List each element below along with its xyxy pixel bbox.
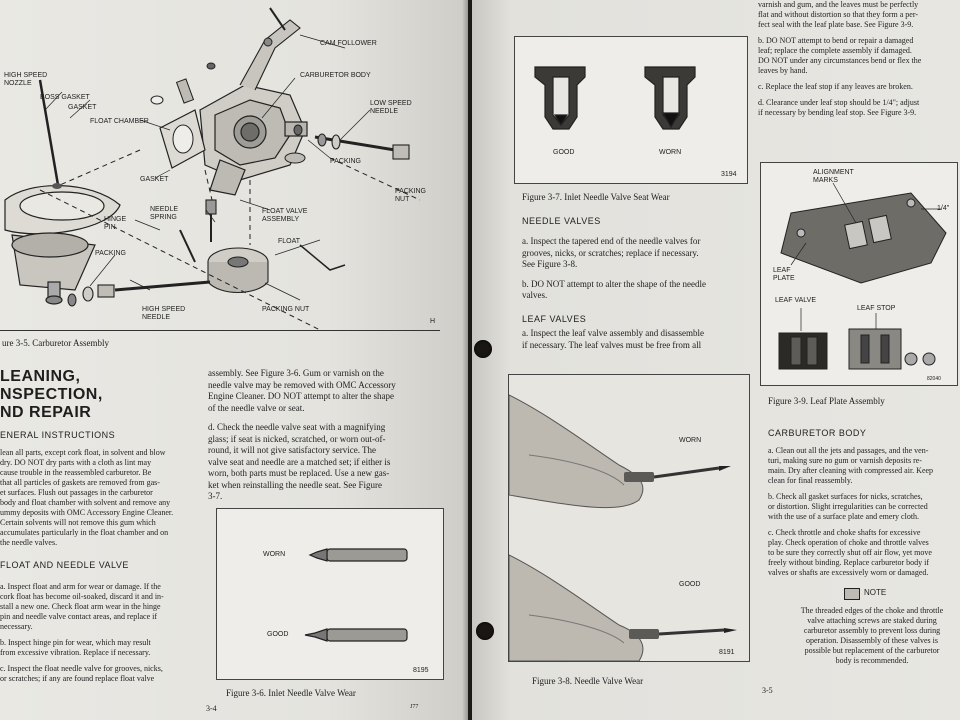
text-line: cork float has become oil-soaked, discard it and in- [0, 592, 164, 601]
figure-code: 82040 [927, 376, 941, 382]
text-line: ummy deposits with OMC Accessory Engine Cleaner. [0, 508, 174, 517]
text-line: grooves, nicks, or scratches; replace if necessary. [522, 247, 699, 258]
label-packing-nut-bottom: PACKING NUT [262, 306, 310, 313]
heading-line-1: LEANING, [0, 368, 81, 385]
label-worn: WORN [679, 437, 702, 444]
general-instructions-text [0, 448, 200, 548]
binding-hole [476, 622, 494, 640]
text-line: turi, making sure no gum or varnish deposits re- [768, 456, 922, 465]
text-line: c. Replace the leaf stop if any leaves are broken. [758, 82, 913, 91]
label-alignment-marks: ALIGNMENT MARKS [813, 169, 854, 184]
label-leaf-plate: LEAF PLATE [773, 267, 795, 282]
float-needle-valve-text [0, 582, 200, 684]
label-needle-spring: NEEDLE SPRING [150, 206, 179, 221]
text-line: body and float chamber with solvent and remove any [0, 498, 171, 507]
label-carburetor-body: CARBURETOR BODY [300, 72, 371, 79]
text-line: valve attaching screws are staked during [807, 616, 937, 625]
text-line: leaves by hand. [758, 66, 808, 75]
text-line: play. Check operation of choke and throttle valves [768, 538, 929, 547]
section-heading [0, 368, 103, 422]
note-icon [844, 588, 860, 600]
figure-3-8-caption: Figure 3-8. Needle Valve Wear [532, 676, 644, 686]
note-text [784, 606, 960, 666]
text-line: pin and needle valve contact areas, and replace if [0, 612, 158, 621]
figure-3-7-caption: Figure 3-7. Inlet Needle Valve Seat Wear [522, 192, 670, 202]
text-line: 3-7. [208, 491, 223, 501]
figure-3-9 [760, 162, 958, 386]
text-line: a. Clean out all the jets and passages, and the ven- [768, 446, 929, 455]
binding-hole [474, 340, 492, 358]
text-line: dry. DO NOT dry parts with a cloth as lint may [0, 458, 152, 467]
text-line: main. Dry after cleaning with compressed air. Keep [768, 466, 934, 475]
text-line: a. Inspect float and arm for wear or damage. If the [0, 582, 161, 591]
label-packing-right: PACKING [330, 158, 361, 165]
carburetor-body-title: CARBURETOR BODY [768, 428, 867, 438]
figure-3-8 [508, 374, 750, 662]
text-line: accumulates particularly in the float chamber and on [0, 528, 169, 537]
figure-code: 8191 [719, 649, 735, 656]
leaf-valves-title: LEAF VALVES [522, 314, 587, 324]
note-label: NOTE [864, 588, 887, 597]
label-leaf-stop: LEAF STOP [857, 305, 896, 312]
text-line: from excessive vibration. Replace if necessary. [0, 648, 151, 657]
needle-valve-photo [509, 375, 749, 661]
label-good: GOOD [553, 149, 575, 156]
text-line: c. Inspect the float needle valve for grooves, nicks, [0, 664, 163, 673]
figure-code: 8195 [413, 667, 429, 674]
text-line: if necessary by bending leaf stop. See Figure 3-9. [758, 108, 917, 117]
text-line: freely without binding. Replace carburetor body if [768, 558, 930, 567]
text-line: glass; if seat is nicked, scratched, or worn out-of- [208, 433, 386, 444]
needle-valve-continued-text [208, 368, 448, 503]
text-line: valve seat and needle are a matched set; if either is [208, 456, 391, 467]
text-line: c. Check throttle and choke shafts for excessive [768, 528, 921, 537]
text-line: a. Inspect the tapered end of the needle valves for [522, 236, 701, 246]
text-line: fect seal with the leaf plate base. See Figure 3-9. [758, 20, 914, 29]
label-gasket-top: GASKET [68, 104, 97, 111]
text-line: b. DO NOT attempt to alter the shape of the needle [522, 278, 707, 289]
carburetor-exploded-drawing [0, 0, 440, 330]
label-dimension: 1/4" [937, 205, 950, 212]
text-line: possible but replacement of the carburetor [804, 646, 940, 655]
text-line: varnish and gum, and the leaves must be perfectly [758, 0, 919, 9]
label-good: GOOD [267, 631, 289, 638]
text-line: b. Inspect hinge pin for wear, which may result [0, 638, 151, 647]
text-line: b. Check all gasket surfaces for nicks, scratches, [768, 492, 923, 501]
figure-3-7 [514, 36, 748, 184]
float-needle-valve-title: FLOAT AND NEEDLE VALVE [0, 560, 129, 570]
heading-line-3: ND REPAIR [0, 404, 92, 421]
text-line: et surfaces. Flush out passages in the carburetor [0, 488, 153, 497]
figure-carburetor-assembly [0, 0, 440, 340]
text-line: that all particles of gaskets are removed from gas- [0, 478, 160, 487]
text-line: worn, both parts must be replaced. Use a new gas- [208, 468, 390, 478]
figure-3-5-caption: ure 3-5. Carburetor Assembly [2, 338, 109, 348]
figure-code: H [430, 318, 436, 325]
right-page [472, 0, 960, 720]
needle-valve-drawing [217, 509, 443, 679]
text-line: round, it will not give satisfactory service. The [208, 445, 377, 455]
text-line: needle valve may be removed with OMC Accessory [208, 379, 396, 390]
text-line: Engine Cleaner. DO NOT attempt to alter the shape [208, 391, 395, 401]
page-number: 3-5 [762, 686, 773, 695]
label-hinge-pin: HINGE PIN [104, 216, 127, 231]
text-line: necessary. [0, 622, 33, 631]
figure-3-9-caption: Figure 3-9. Leaf Plate Assembly [768, 396, 885, 406]
label-good: GOOD [679, 581, 701, 588]
text-line: if necessary. The leaf valves must be free from all [522, 339, 702, 350]
text-line: ket when reinstalling the needle seat. See Figure [208, 479, 382, 490]
text-line: flat and without distortion so that they form a per- [758, 10, 919, 19]
label-cam-follower: CAM FOLLOWER [320, 40, 377, 47]
text-line: See Figure 3-8. [522, 259, 578, 269]
text-line: clean for final reassembly. [768, 476, 853, 485]
label-gasket-mid: GASKET [140, 176, 169, 183]
figure-code: 3194 [721, 171, 737, 178]
text-line: DO NOT under any circumstances bend or flex the [758, 56, 922, 65]
label-float-chamber: FLOAT CHAMBER [90, 118, 149, 125]
text-line: b. DO NOT attempt to bend or repair a damaged [758, 36, 914, 45]
page-number: 3-4 [206, 704, 217, 713]
text-line: assembly. See Figure 3-6. Gum or varnish on the [208, 368, 384, 378]
text-line: Certain solvents will not remove this gum which [0, 518, 156, 527]
general-instructions-title: ENERAL INSTRUCTIONS [0, 430, 116, 440]
text-line: leaf; replace the complete assembly if damaged. [758, 46, 912, 55]
text-line: cause trouble in the reassembled carburetor. Be [0, 468, 152, 477]
label-high-speed-needle: HIGH SPEED NEEDLE [142, 306, 186, 321]
label-float: FLOAT [278, 238, 301, 245]
leaf-valves-text [522, 328, 748, 351]
needle-valves-title: NEEDLE VALVES [522, 216, 601, 226]
text-line: or distortion. Slight irregularities can be corrected [768, 502, 928, 511]
label-float-valve-assembly: FLOAT VALVE ASSEMBLY [262, 208, 308, 223]
text-line: carburetor assembly to prevent loss during [803, 626, 941, 635]
text-line: stall a new one. Check float arm wear in the hinge [0, 602, 161, 611]
text-line: body is recommended. [835, 656, 909, 665]
left-page [0, 0, 468, 720]
text-line: of the needle valve or seat. [208, 402, 305, 413]
text-line: d. Clearance under leaf stop should be 1/4"; adjust [758, 98, 920, 107]
text-line: with the use of a surface plate and emery cloth. [768, 512, 920, 521]
text-line: operation. Disassembly of these valves is [806, 636, 938, 645]
figure-3-6 [216, 508, 444, 680]
carburetor-body-text [768, 446, 958, 578]
text-line: a. Inspect the leaf valve assembly and disassemble [522, 328, 704, 338]
text-line: to be sure they correctly shut off air flow, yet move [768, 548, 932, 557]
leaf-valves-continued-text [758, 0, 958, 118]
label-packing-left: PACKING [95, 250, 126, 257]
text-line: d. Check the needle valve seat with a magnifying [208, 422, 386, 432]
page-code: J77 [410, 704, 419, 710]
text-line: the needle valves. [0, 538, 58, 547]
text-line: lean all parts, except cork float, in solvent and blow [0, 448, 166, 457]
label-worn: WORN [263, 551, 286, 558]
text-line: valves. [522, 290, 548, 300]
label-boss-gasket: BOSS GASKET [40, 94, 90, 101]
text-line: The threaded edges of the choke and throttle [800, 606, 944, 615]
label-high-speed-nozzle: HIGH SPEED NOZZLE [4, 72, 48, 87]
label-packing-nut-right: PACKING NUT [395, 188, 426, 203]
valve-seat-drawing [515, 37, 747, 183]
label-leaf-valve: LEAF VALVE [775, 297, 816, 304]
needle-valves-text [522, 236, 748, 302]
label-low-speed-needle: LOW SPEED NEEDLE [370, 100, 412, 115]
label-worn: WORN [659, 149, 682, 156]
text-line: or scratches; if any are found replace float valve [0, 674, 155, 683]
text-line: valves or shafts are excessively worn or damaged. [768, 568, 929, 577]
figure-divider [0, 330, 440, 331]
figure-3-6-caption: Figure 3-6. Inlet Needle Valve Wear [226, 688, 356, 698]
heading-line-2: NSPECTION, [0, 386, 103, 403]
